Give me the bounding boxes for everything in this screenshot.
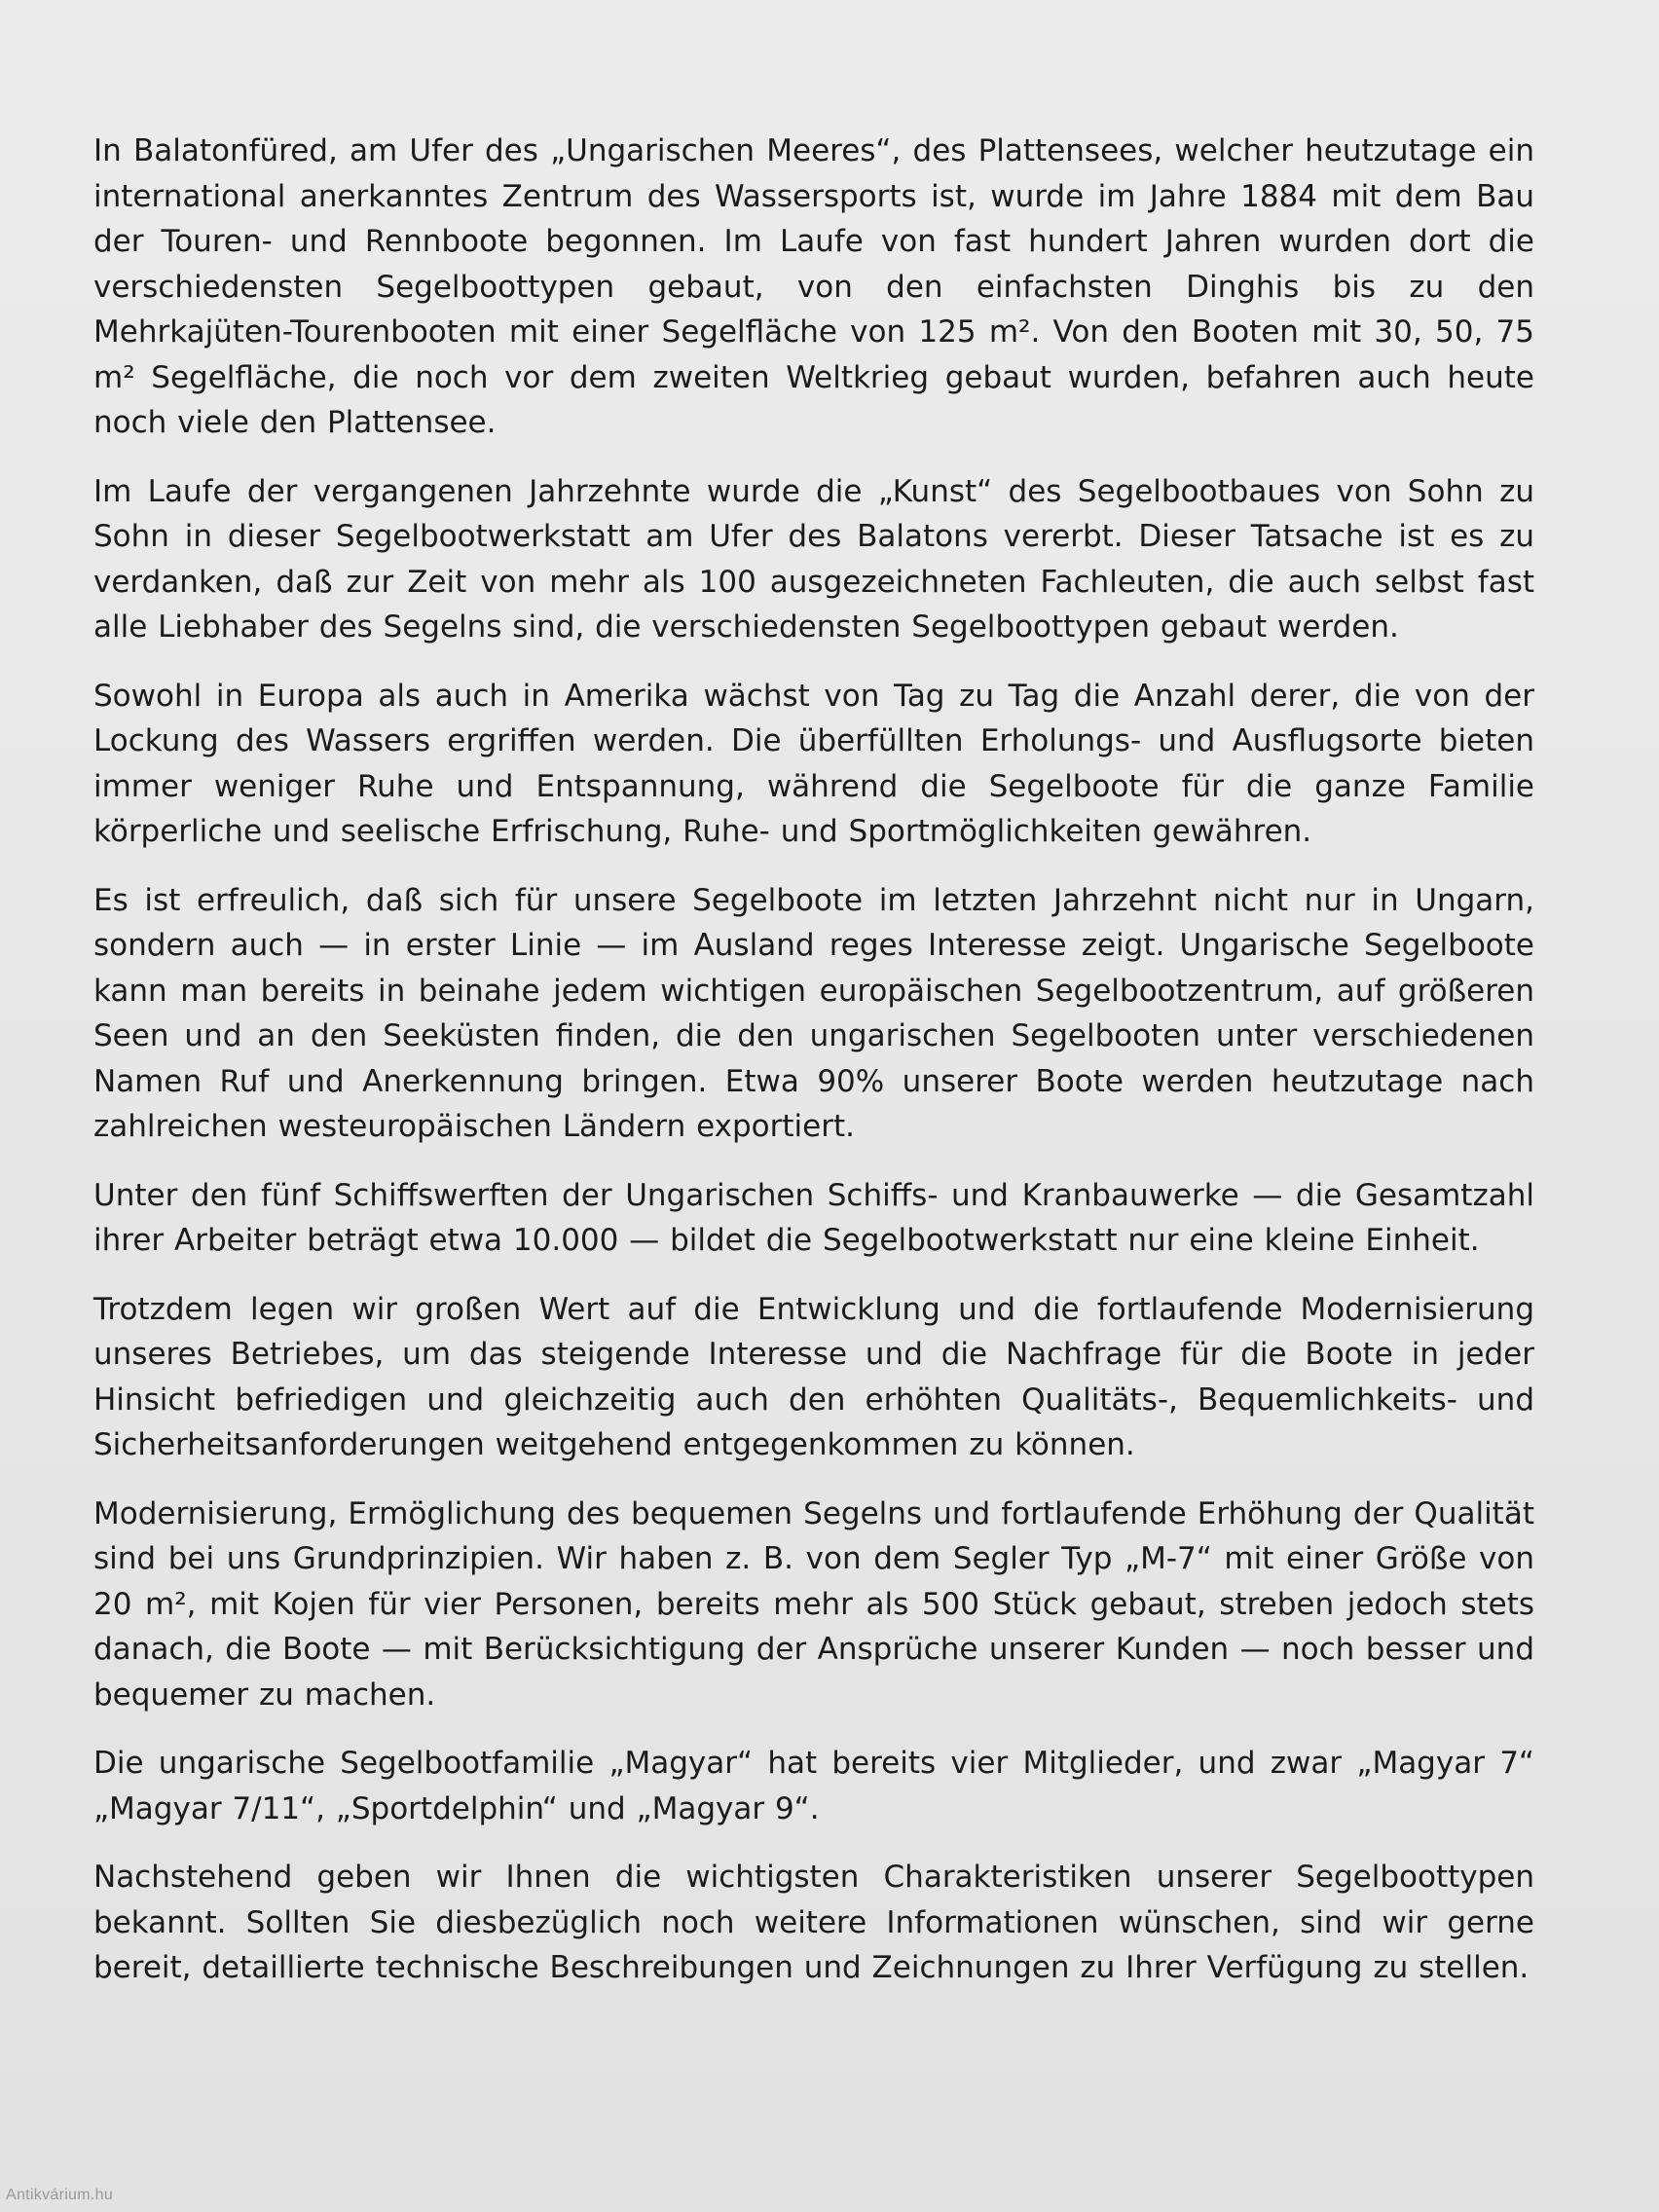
paragraph-2: Im Laufe der vergangenen Jahrzehnte wurde die „Kunst“ des Segelbootbaues von Sohn zu Sohn in dieser Segelbootwerkstatt am Ufer des Balatons vererbt. Dieser Tatsache ist es zu verdanken, daß zur Zeit von mehr als 100 ausgezeichneten Fachleuten, die auch selbst fast alle Liebhaber des Segelns sind, die verschiedensten Segelboottypen gebaut werden. (93, 473, 1534, 645)
paragraph-7: Modernisierung, Ermöglichung des bequemen Segelns und fortlaufende Erhöhung der Qualität sind bei uns Grundprinzipien. Wir haben z. B. von dem Segler Typ „M-7“ mit einer Größe von 20 m², mit Kojen für vier Personen, bereits mehr als 500 Stück gebaut, streben jedoch stets danach, die Boote — mit Berücksichtigung der Ansprüche unserer Kunden — noch besser und bequemer zu machen. (93, 1495, 1534, 1713)
paragraph-5: Unter den fünf Schiffswerften der Ungarischen Schiffs- und Kranbauwerke — die Gesamtzahl ihrer Arbeiter beträgt etwa 10.000 — bildet die Segelbootwerkstatt nur eine kleine Einheit. (93, 1177, 1534, 1258)
document-page (93, 129, 1534, 2014)
paragraph-4: Es ist erfreulich, daß sich für unsere Segelboote im letzten Jahrzehnt nicht nur in Ungarn, sondern auch — in erster Linie — im Ausland reges Interesse zeigt. Ungarische Segelboote kann man bereits in beinahe jedem wichtigen europäischen Segelbootzentrum, auf größeren Seen und an den Seeküsten finden, die den ungarischen Segelbooten unter verschiedenen Namen Ruf und Anerkennung bringen. Etwa 90% unserer Boote werden heutzutage nach zahlreichen westeuropäischen Ländern exportiert. (93, 882, 1534, 1144)
paragraph-3: Sowohl in Europa als auch in Amerika wächst von Tag zu Tag die Anzahl derer, die von der Lockung des Wassers ergriffen werden. Die überfüllten Erholungs- und Ausflugsorte bieten immer weniger Ruhe und Entspannung, während die Segelboote für die ganze Familie körperliche und seelische Erfrischung, Ruhe- und Sportmöglichkeiten gewähren. (93, 678, 1534, 849)
paragraph-1: In Balatonfüred, am Ufer des „Ungarischen Meeres“, des Plattensees, welcher heutzutage ein international anerkanntes Zentrum des Wassersports ist, wurde im Jahre 1884 mit dem Bau der Touren- und Rennboote begonnen. Im Laufe von fast hundert Jahren wurden dort die verschiedensten Segelboottypen gebaut, von den einfachsten Dinghis bis zu den Mehrkajüten-Tourenbooten mit einer Segelfläche von 125 m². Von den Booten mit 30, 50, 75 m² Segelfläche, die noch vor dem zweiten Weltkrieg gebaut wurden, befahren auch heute noch viele den Plattensee. (93, 133, 1534, 440)
paragraph-8: Die ungarische Segelbootfamilie „Magyar“ hat bereits vier Mitglieder, und zwar „Magyar 7“ „Magyar 7/11“, „Sportdelphin“ und „Magyar 9“. (93, 1746, 1534, 1826)
paragraph-6: Trotzdem legen wir großen Wert auf die Entwicklung und die fortlaufende Modernisierung unseres Betriebes, um das steigende Interesse und die Nachfrage für die Boote in jeder Hinsicht befriedigen und gleichzeitig auch den erhöhten Qualitäts-, Bequemlichkeits- und Sicherheitsanforderungen weitgehend entgegenkommen zu können. (93, 1291, 1534, 1462)
paragraph-9: Nachstehend geben wir Ihnen die wichtigsten Charakteristiken unserer Segelboottypen bekannt. Sollten Sie diesbezüglich noch weitere Informationen wünschen, sind wir gerne bereit, detaillierte technische Beschreibungen und Zeichnungen zu Ihrer Verfügung zu stellen. (93, 1860, 1534, 1985)
watermark: Antikvárium.hu (6, 2187, 114, 2203)
